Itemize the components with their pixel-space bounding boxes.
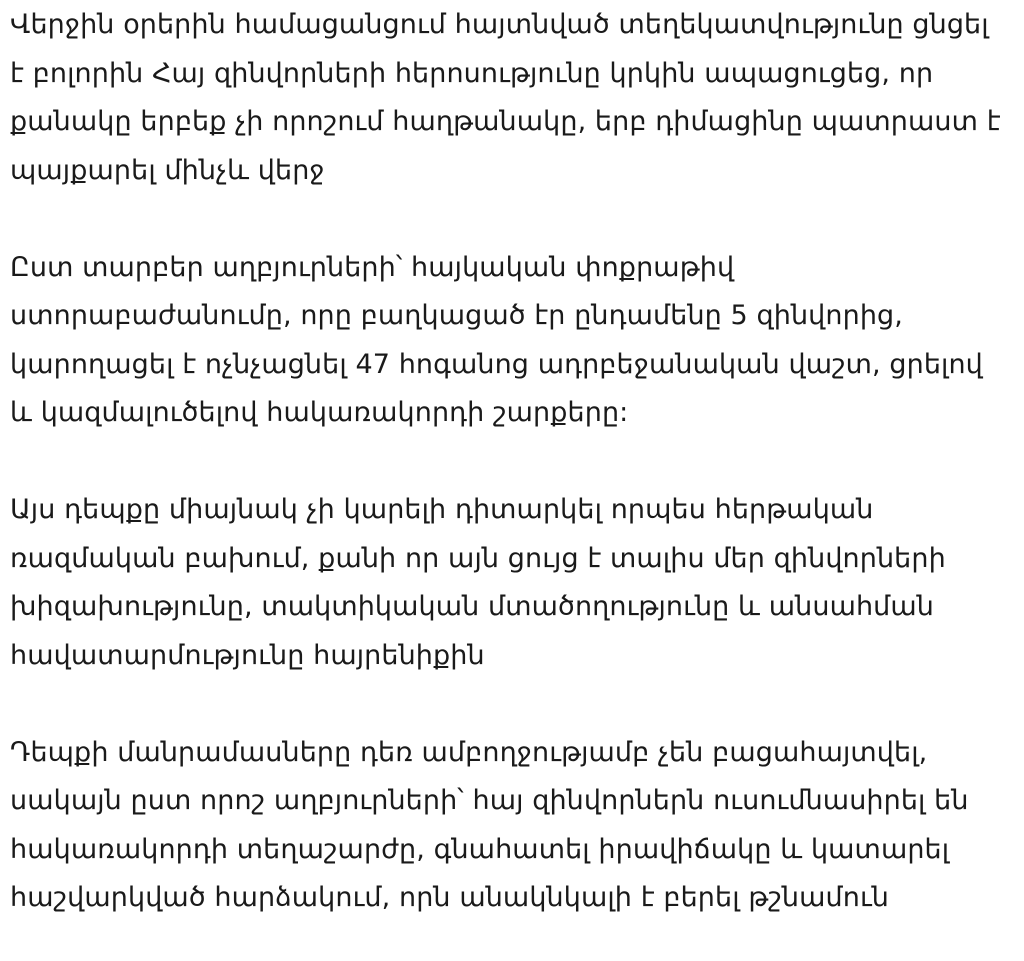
text-line: Վերջին օրերին համացանցում հայտնված տեղեկատվությունը ցնցել <box>10 9 989 40</box>
text-line: Ըստ տարբեր աղբյուրների՝ հայկական փոքրաթիվ <box>10 251 735 283</box>
text-line: Այս դեպքը միայնակ չի կարելի դիտարկել որպես հերթական <box>10 494 874 525</box>
text-line: Դեպքի մանրամասները դեռ ամբողջությամբ չեն բացահայտվել, <box>10 736 928 768</box>
text-line: ռազմական բախում, քանի որ այն ցույց է տալիս մեր զինվորների <box>10 542 946 574</box>
text-line: քանակը երբեք չի որոշում հաղթանակը, երբ դիմացինը պատրաստ է <box>10 106 1001 137</box>
text-line: հակառակորդի տեղաշարժը, գնահատել իրավիճակը և կատարել <box>10 833 950 865</box>
paragraph-1 <box>10 1 1014 195</box>
text-line: սակայն ըստ որոշ աղբյուրների՝ հայ զինվորներն ուսումնասիրել են <box>10 785 969 816</box>
text-line: և կազմալուծելով հակառակորդի շարքերը: <box>10 397 629 428</box>
text-line: է բոլորին Հայ զինվորների հերոսությունը կրկին ապացուցեց, որ <box>10 57 934 89</box>
paragraph-4 <box>10 729 1014 923</box>
paragraph-3 <box>10 486 1014 680</box>
text-line: խիզախությունը, տակտիկական մտածողությունը և անսահման <box>10 591 935 622</box>
article-body <box>10 1 1014 923</box>
paragraph-2 <box>10 244 1014 438</box>
text-line: կարողացել է ոչնչացնել 47 հոգանոց ադրբեջանական վաշտ, ցրելով <box>10 348 983 380</box>
text-line: հավատարմությունը հայրենիքին <box>10 639 485 671</box>
text-line: պայքարել մինչև վերջ <box>10 154 325 186</box>
text-line: ստորաբաժանումը, որը բաղկացած էր ընդամենը 5 զինվորից, <box>10 300 903 331</box>
text-line: հաշվարկված հարձակում, որն անակնկալի է բերել թշնամուն <box>10 882 890 913</box>
